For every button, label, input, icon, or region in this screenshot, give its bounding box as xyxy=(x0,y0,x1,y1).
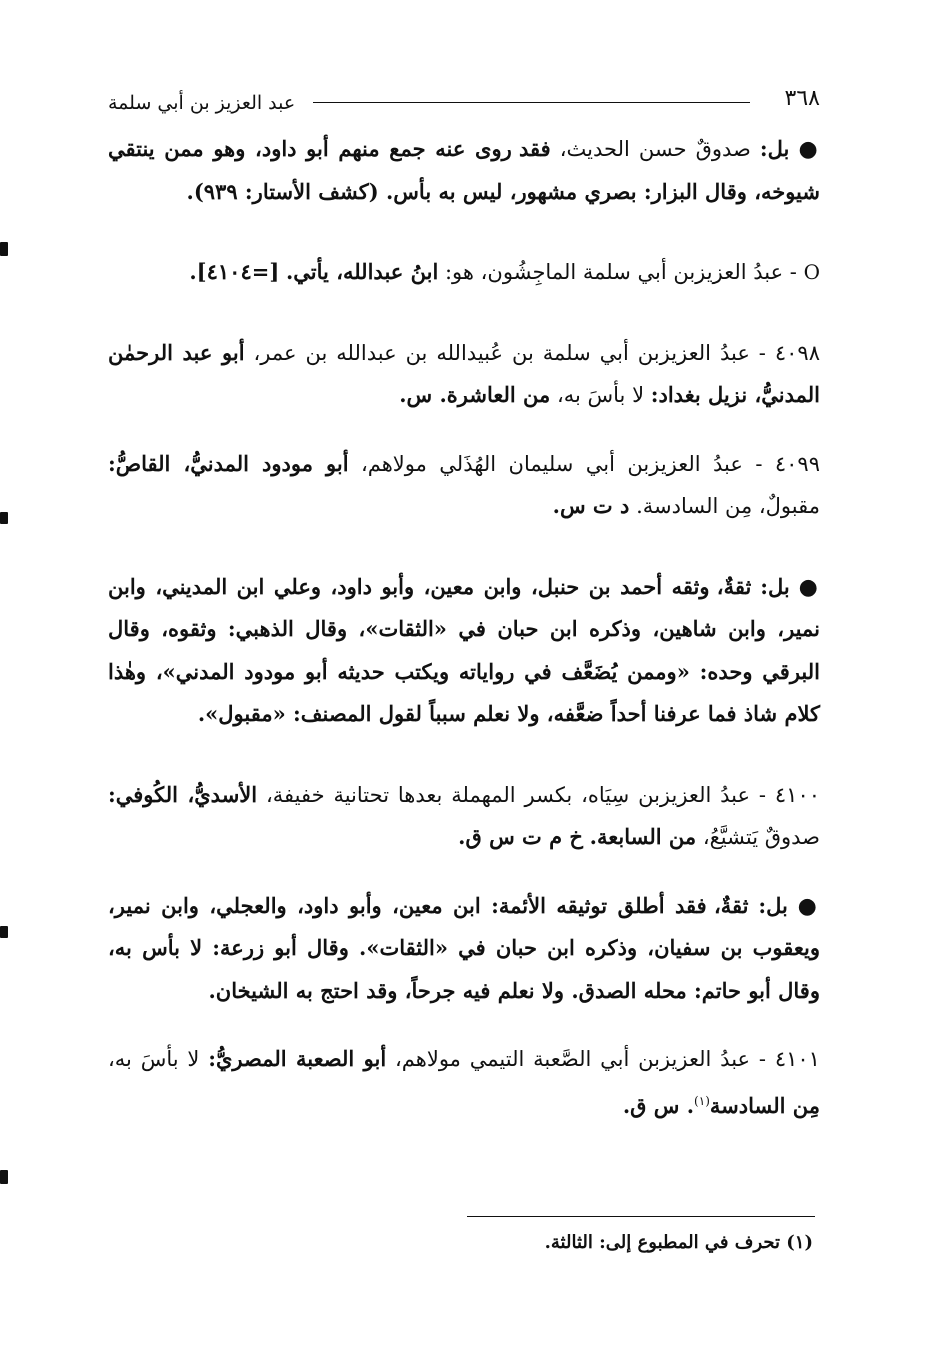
paragraph-text: صدوقٌ حسن الحديث، xyxy=(559,137,751,161)
bullet-icon: ● xyxy=(797,893,820,919)
entry-text: - عبدُ العزيزبن أبي الصَّعبة التيمي مولاهم، xyxy=(395,1047,766,1071)
page-body xyxy=(108,128,820,1127)
entry-number: ٤٠٩٩ xyxy=(774,451,820,476)
cross-reference-entry xyxy=(108,251,820,294)
biography-entry xyxy=(108,1038,820,1127)
comment-paragraph xyxy=(108,885,820,1013)
biography-entry xyxy=(108,443,820,528)
circle-marker-icon: O xyxy=(803,260,820,284)
entry-number: ٤٠٩٨ xyxy=(774,340,820,365)
scan-edge-mark xyxy=(0,512,8,524)
entry-ref: [=٤١٠٤]. xyxy=(189,259,280,284)
paragraph-text: فقد روى عنه جمع منهم أبو داود، وهو ممن ينتقي شيوخه، وقال البزار: بصري مشهور، ليس به بأس. (كشف الأستار: ٩٣٩). xyxy=(108,136,820,204)
entry-text: - عبدُ العزيزبن أبي سلمة بن عُبيدالله بن عبدالله بن عمر، xyxy=(253,340,766,365)
entry-grade: مقبولٌ، مِن السادسة. xyxy=(636,494,820,518)
entry-text: - عبدُ العزيزبن سِيَاه، بكسر المهملة بعدها تحتانية خفيفة، xyxy=(266,782,767,807)
footnote-rule xyxy=(467,1216,815,1217)
entry-text: ابنُ عبدالله، يأتي. xyxy=(285,259,439,284)
scan-edge-mark xyxy=(0,926,8,938)
paragraph-text: ثقةٌ، فقد أطلق توثيقه الأئمة: ابن معين، وأبو داود، والعجلي، وابن نمير، ويعقوب بن سفيان، وذكره ابن حبان في «الثقات». وقال أبو زرعة: لا بأس به، وقال أبو حاتم: محله الصدق. ولا نعلم فيه جرحاً، وقد احتج به الشيخان. xyxy=(108,892,820,1003)
biography-entry xyxy=(108,774,820,859)
entry-grade: لا بأسَ به، xyxy=(556,383,645,407)
entry-text: د ت س. xyxy=(552,493,630,518)
bullet-icon: ● xyxy=(798,574,820,600)
footnote: (١) تحرف في المطبوع إلى: الثالثة. xyxy=(544,1232,813,1253)
comment-paragraph xyxy=(108,566,820,736)
page-header xyxy=(108,82,820,122)
entry-text: . س ق. xyxy=(622,1092,695,1118)
footnote-marker: (١) xyxy=(694,1093,710,1108)
entry-text: خ م ت س ق. xyxy=(458,824,583,849)
entry-grade: لا بأسَ به، xyxy=(108,1047,200,1071)
running-title: عبد العزيز بن أبي سلمة xyxy=(108,92,296,114)
entry-number: ٤١٠١ xyxy=(774,1047,820,1071)
scan-edge-mark xyxy=(0,242,8,256)
comment-paragraph xyxy=(108,128,820,213)
biography-entry xyxy=(108,332,820,417)
bullet-icon: ● xyxy=(798,137,820,162)
entry-text: الأسديُّ، الكُوفي: xyxy=(108,781,258,807)
entry-text: من السابعة. xyxy=(589,824,697,849)
entry-text: مِن السادسة xyxy=(709,1092,820,1118)
comment-label: بل: xyxy=(759,136,790,161)
entry-text: - عبدُ العزيزبن أبي سليمان الهُذَلي مولاهم، xyxy=(360,451,763,476)
comment-label: بل: xyxy=(760,573,790,599)
entry-text: أبو عبد الرحمٰن المدنيُّ، نزيل بغداد: xyxy=(108,339,820,407)
comment-label: بل: xyxy=(758,892,788,918)
scan-edge-mark xyxy=(0,1170,8,1184)
entry-text: - عبدُ العزيزبن أبي سلمة الماجِشُون، هو: xyxy=(444,260,797,284)
entry-text: أبو الصعبة المصريُّ: xyxy=(208,1046,387,1071)
page-number: ٣٦٨ xyxy=(784,86,820,111)
entry-text: أبو مودود المدنيُّ، القاصُّ: xyxy=(108,450,349,476)
paragraph-text: ثقةٌ، وثقه أحمد بن حنبل، وابن معين، وأبو داود، وعلي ابن المديني، وابن نمير، وابن شاهين، وذكره ابن حبان في «الثقات»، وقال الذهبي: وثقوه، وقال البرقي وحده: «وممن يُضَعَّف في رواياته ويكتب حديثه أبو مودود المدني»، وهٰذا كلام شاذ فما عرفنا أحداً ضعَّفه، ولا نعلم سبباً لقول المصنف: «مقبول». xyxy=(108,573,820,726)
entry-text: من العاشرة. س. xyxy=(399,382,551,407)
entry-grade: صدوقٌ يَتشيَّعُ، xyxy=(702,825,820,849)
entry-number: ٤١٠٠ xyxy=(774,782,821,807)
header-rule xyxy=(313,102,750,103)
